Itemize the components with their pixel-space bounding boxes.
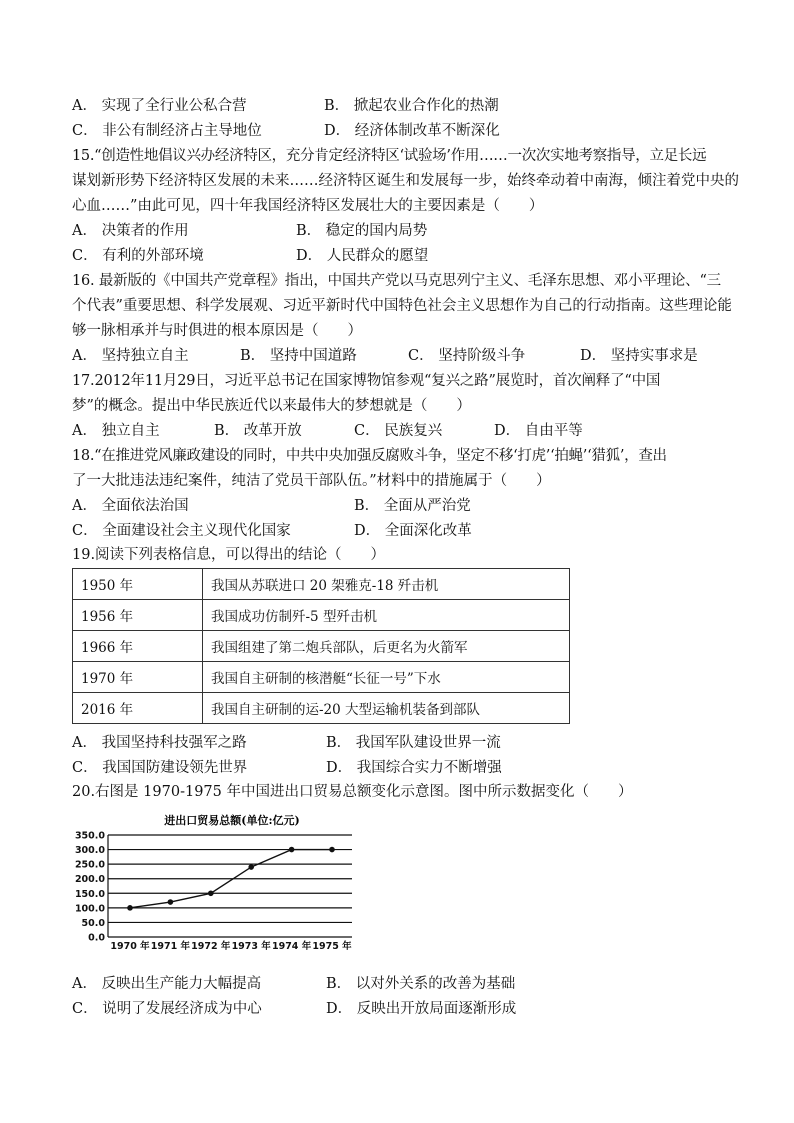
y-tick-label: 100.0	[74, 903, 105, 915]
q19-option-d[interactable]: D． 我国综合实力不断增强	[326, 760, 502, 776]
table-row	[73, 569, 570, 600]
q20-option-b[interactable]: B． 以对外关系的改善为基础	[326, 976, 516, 992]
table-cell-year: 1966 年	[73, 631, 203, 662]
table-row	[73, 600, 570, 631]
q14-option-a[interactable]: A． 实现了全行业公私合营	[72, 98, 247, 114]
q15-stem-line-2: 谋划新形势下经济特区发展的未来……经济特区诞生和发展每一步，始终牵动着中南海，倾注着党中央的	[72, 173, 739, 189]
q18-option-a[interactable]: A． 全面依法治国	[72, 498, 189, 514]
table-cell-year: 2016 年	[73, 693, 203, 724]
table-row	[73, 631, 570, 662]
q18-option-c[interactable]: C． 全面建设社会主义现代化国家	[72, 523, 291, 539]
q16-option-c[interactable]: C． 坚持阶级斗争	[408, 348, 526, 364]
table-cell-year: 1970 年	[73, 662, 203, 693]
y-tick-label: 150.0	[74, 888, 105, 900]
table-cell-event: 我国成功仿制歼-5 型歼击机	[203, 600, 570, 631]
q14-option-b[interactable]: B． 掀起农业合作化的热潮	[324, 98, 499, 114]
q18-stem-line-1: 18.“在推进党风廉政建设的同时，中共中央加强反腐败斗争，坚定不移‘打虎’‘拍蝇’‘猎狐’，查出	[72, 448, 667, 464]
table-cell-event: 我国从苏联进口 20 架雅克-18 歼击机	[203, 569, 570, 600]
table-cell-year: 1956 年	[73, 600, 203, 631]
y-tick-label: 350.0	[74, 830, 105, 842]
table-cell-year: 1950 年	[73, 569, 203, 600]
x-tick-label: 1975 年	[312, 941, 352, 951]
q16-stem-line-1: 16. 最新版的《中国共产党章程》指出，中国共产党以马克思列宁主义、毛泽东思想、邓小平理论、“三	[72, 273, 721, 289]
table-cell-event: 我国组建了第二炮兵部队，后更名为火箭军	[203, 631, 570, 662]
x-tick-label: 1971 年	[150, 941, 191, 951]
x-tick-label: 1973 年	[231, 941, 271, 951]
q17-option-a[interactable]: A． 独立自主	[72, 423, 160, 439]
q16-stem-line-2: 个代表”重要思想、科学发展观、习近平新时代中国特色社会主义思想作为自己的行动指南。这些理论能	[72, 298, 732, 314]
x-tick-label: 1970 年	[110, 941, 150, 951]
q17-option-c[interactable]: C． 民族复兴	[354, 423, 443, 439]
q16-option-a[interactable]: A． 坚持独立自主	[72, 348, 189, 364]
table-row	[73, 693, 570, 724]
q19-option-b[interactable]: B． 我国军队建设世界一流	[326, 735, 501, 751]
q19-stem-line-1: 19.阅读下列表格信息，可以得出的结论（ ）	[72, 547, 386, 563]
y-tick-label: 200.0	[74, 874, 105, 886]
trade-volume-chart	[72, 803, 362, 951]
q16-option-d[interactable]: D． 坚持实事求是	[580, 348, 698, 364]
data-point	[329, 847, 335, 853]
q20-stem-line-1: 20.右图是 1970-1975 年中国进出口贸易总额变化示意图。图中所示数据变化（ ）	[72, 784, 633, 800]
q14-option-d[interactable]: D． 经济体制改革不断深化	[324, 123, 500, 139]
q19-info-table	[72, 568, 570, 724]
q17-stem-line-1: 17.2012年11月29日，习近平总书记在国家博物馆参观“复兴之路”展览时，首次阐释了“中国	[72, 373, 661, 389]
q15-option-a[interactable]: A． 决策者的作用	[72, 223, 189, 239]
data-point	[208, 890, 214, 896]
data-point	[168, 899, 174, 905]
q19-option-c[interactable]: C． 我国国防建设领先世界	[72, 760, 248, 776]
q14-option-c[interactable]: C． 非公有制经济占主导地位	[72, 123, 262, 139]
q20-option-c[interactable]: C． 说明了发展经济成为中心	[72, 1001, 262, 1017]
data-point	[289, 847, 295, 853]
table-cell-event: 我国自主研制的核潜艇“长征一号”下水	[203, 662, 570, 693]
y-tick-label: 50.0	[81, 917, 105, 929]
q18-option-b[interactable]: B． 全面从严治党	[354, 498, 471, 514]
x-tick-label: 1972 年	[191, 941, 231, 951]
q15-option-c[interactable]: C． 有利的外部环境	[72, 248, 204, 264]
y-tick-label: 300.0	[74, 845, 105, 857]
q17-option-d[interactable]: D． 自由平等	[494, 423, 583, 439]
q17-option-b[interactable]: B． 改革开放	[214, 423, 302, 439]
q19-option-a[interactable]: A． 我国坚持科技强军之路	[72, 735, 247, 751]
q20-option-a[interactable]: A． 反映出生产能力大幅提高	[72, 976, 262, 992]
x-tick-label: 1974 年	[271, 941, 312, 951]
y-tick-label: 250.0	[74, 859, 105, 871]
q15-option-b[interactable]: B． 稳定的国内局势	[296, 223, 428, 239]
table-cell-event: 我国自主研制的运-20 大型运输机装备到部队	[203, 693, 570, 724]
table-row	[73, 662, 570, 693]
q17-stem-line-2: 梦”的概念。提出中华民族近代以来最伟大的梦想就是（ ）	[72, 398, 471, 414]
chart-title: 进出口贸易总额(单位:亿元)	[164, 814, 300, 827]
q18-stem-line-2: 了一大批违法违纪案件，纯洁了党员干部队伍。”材料中的措施属于（ ）	[72, 473, 551, 489]
data-point	[248, 864, 254, 870]
y-tick-label: 0.0	[88, 932, 105, 944]
q15-stem-line-3: 心血……”由此可见，四十年我国经济特区发展壮大的主要因素是（ ）	[72, 198, 544, 214]
q15-stem-line-1: 15.“创造性地倡议兴办经济特区，充分肯定经济特区‘试验场’作用……一次次实地考察指导，立足长远	[72, 148, 707, 164]
q15-option-d[interactable]: D． 人民群众的愿望	[296, 248, 429, 264]
q16-option-b[interactable]: B． 坚持中国道路	[240, 348, 357, 364]
data-point	[127, 905, 133, 911]
q16-stem-line-3: 够一脉相承并与时俱进的根本原因是（ ）	[72, 323, 362, 339]
q18-option-d[interactable]: D． 全面深化改革	[354, 523, 472, 539]
q20-option-d[interactable]: D． 反映出开放局面逐渐形成	[326, 1001, 517, 1017]
